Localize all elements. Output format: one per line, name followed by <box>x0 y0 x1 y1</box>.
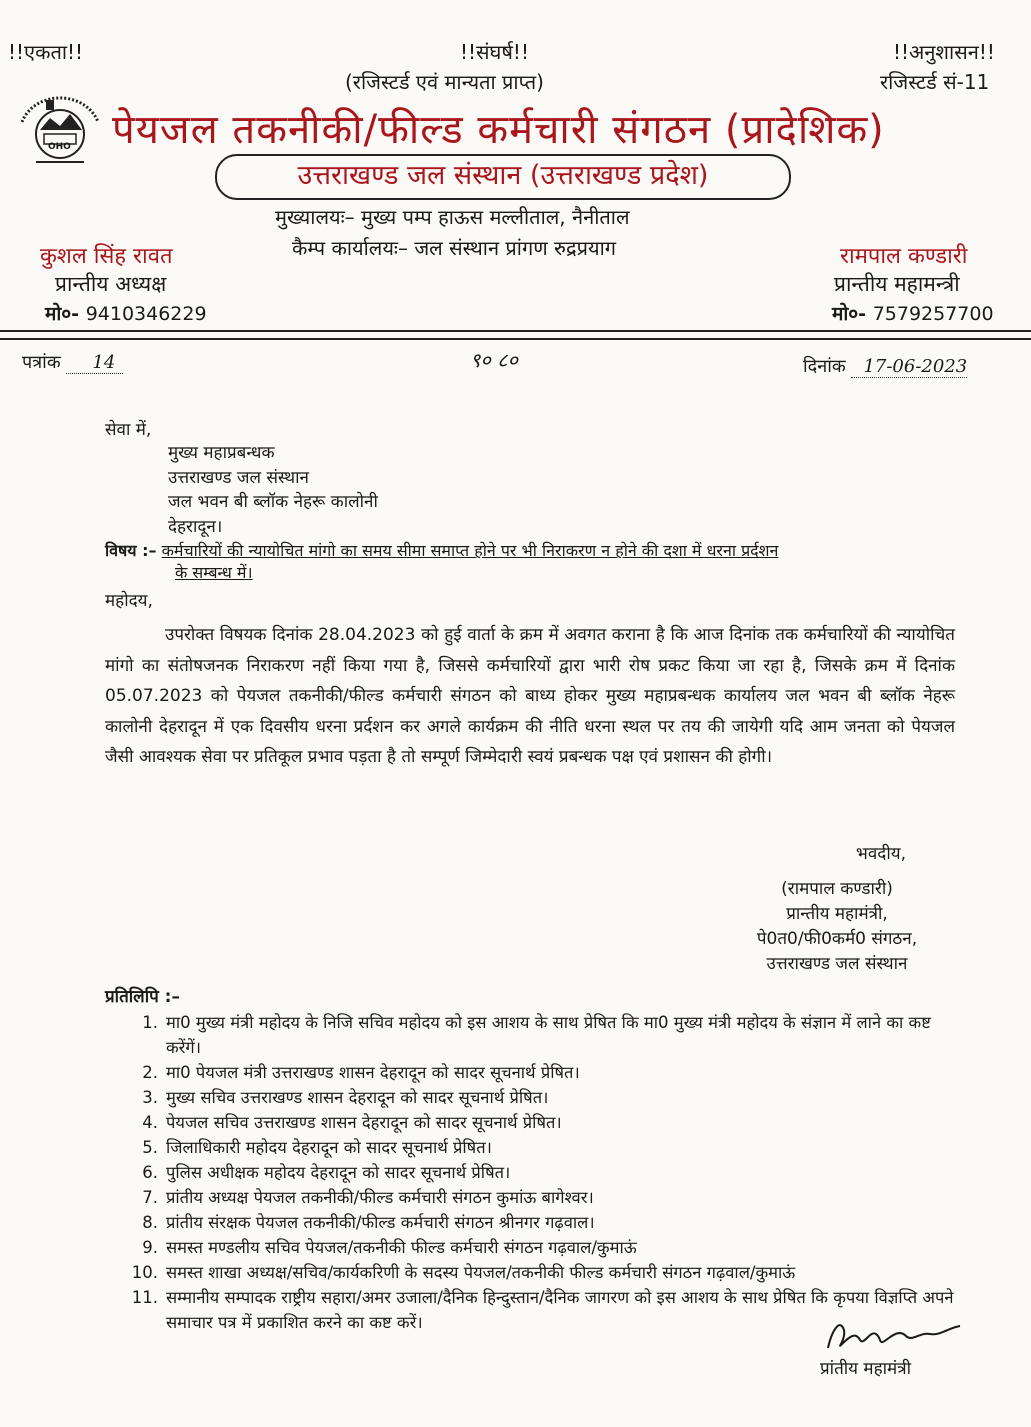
head-office-address: मुख्यालयः– मुख्य पम्प हाऊस मल्लीताल, नैनीताल <box>275 205 630 229</box>
recipient-line: मुख्य महाप्रबन्धक <box>168 443 275 463</box>
logo-emblem-icon <box>10 82 110 172</box>
letter-date <box>803 354 967 378</box>
president-mobile <box>45 300 207 326</box>
subject-line-1: कर्मचारियों की न्यायोचित मांगो का समय सीमा समाप्त होने पर भी निराकरण न होने की दशा में धरना प्रर्दशन <box>161 541 779 560</box>
registration-number: रजिस्टर्ड सं-11 <box>880 70 990 94</box>
header-divider-top <box>0 330 1031 332</box>
date-label: दिनांक <box>803 356 846 377</box>
organization-name: पेयजल तकनीकी/फील्ड कर्मचारी संगठन (प्रादेशिक) <box>112 107 885 153</box>
camp-office-address: कैम्प कार्यालयः– जल संस्थान प्रांगण रुद्रप्रयाग <box>292 236 617 260</box>
salutation-to: सेवा में, <box>105 420 152 440</box>
list-item: 7. प्रांतीय अध्यक्ष पेयजल तकनीकी/फील्ड कर्मचारी संगठन कुमांऊ बागेश्वर। <box>142 1188 594 1207</box>
list-item: 10. समस्त शाखा अध्यक्ष/सचिव/कार्यकरिणी के सदस्य पेयजल/तकनीकी फील्ड कर्मचारी संगठन गढ़वाल/कुमाऊं <box>131 1263 796 1282</box>
handwritten-note: ९० ८० <box>470 348 518 372</box>
organization-subtitle: उत्तराखण्ड जल संस्थान (उत्तराखण्ड प्रदेश) <box>215 154 791 200</box>
list-item: 4. पेयजल सचिव उत्तराखण्ड शासन देहरादून को सादर सूचनार्थ प्रेषित। <box>142 1113 562 1132</box>
header-divider-bottom <box>0 338 1031 340</box>
president-mobile-label: मो०- <box>45 303 80 325</box>
president-name: कुशल सिंह रावत <box>40 244 173 269</box>
president-mobile-number: 9410346229 <box>85 303 207 325</box>
list-item: 9. समस्त मण्डलीय सचिव पेयजल/तकनीकी फील्ड कर्मचारी संगठन गढ़वाल/कुमाऊं <box>142 1238 637 1257</box>
recipient-line: जल भवन बी ब्लॉक नेहरू कालोनी <box>168 492 378 512</box>
organization-logo <box>10 82 110 172</box>
slogan-discipline: !!अनुशासन!! <box>893 40 995 64</box>
signature-block <box>742 842 932 977</box>
subject-line-2: के सम्बन्ध में। <box>175 563 253 582</box>
subject-block <box>105 540 955 584</box>
list-item: 8. प्रांतीय संरक्षक पेयजल तकनीकी/फील्ड कर्मचारी संगठन श्रीनगर गढ़वाल। <box>142 1213 595 1232</box>
list-item: 2. मा0 पेयजल मंत्री उत्तराखण्ड शासन देहरादून को सादर सूचनार्थ प्रेषित। <box>142 1063 580 1082</box>
recipient-line: उत्तराखण्ड जल संस्थान <box>168 467 309 488</box>
reference-label: पत्रांक <box>22 352 61 373</box>
closing: भवदीय, <box>855 844 906 864</box>
subject-label: विषय :– <box>105 541 157 560</box>
logo-caption: OHO <box>48 142 71 152</box>
signature-scribble-icon <box>820 1310 970 1360</box>
copy-to-list <box>118 1010 968 1335</box>
date-value: 17-06-2023 <box>851 356 967 378</box>
general-secretary-name: रामपाल कण्डारी <box>840 244 968 269</box>
general-secretary-mobile <box>832 300 994 326</box>
general-secretary-role: प्रान्तीय महामन्त्री <box>834 272 960 296</box>
list-item: 11. सम्मानीय सम्पादक राष्ट्रीय सहारा/अमर उजाला/दैनिक हिन्दुस्तान/दैनिक जागरण को इस आशय के साथ प्रेषित कि कृपया विज्ञप्ति अपने समाचार पत्र में प्रकाशित करने का कष्ट करें। <box>131 1288 954 1332</box>
president-role: प्रान्तीय अध्यक्ष <box>55 272 167 296</box>
slogan-unity: !!एकता!! <box>8 40 84 64</box>
list-item: 5. जिलाधिकारी महोदय देहरादून को सादर सूचनार्थ प्रेषित। <box>142 1138 492 1157</box>
slogan-struggle: !!संघर्ष!! <box>460 40 529 64</box>
registration-status: (रजिस्टर्ड एवं मान्यता प्राप्त) <box>345 70 544 94</box>
signatory-org: पे0त0/फी0कर्म0 संगठन, <box>756 929 918 949</box>
reference-value: 14 <box>66 352 123 374</box>
body-paragraph: उपरोक्त विषयक दिनांक 28.04.2023 को हुई वार्ता के क्रम में अवगत कराना है कि आज दिनांक तक कर्मचारियों की न्यायोचित मांगो का संतोषजनक निराकरण नहीं किया गया है, जिससे कर्मचारियों द्वारा भारी रोष प्रकट किया जा रहा है, जिसके क्रम में दिनांक 05.07.2023 को पेयजल तकनीकी/फील्ड कर्मचारी संगठन को बाध्य होकर मुख्य महाप्रबन्धक कार्यालय जल भवन बी ब्लॉक नेहरू कालोनी देहरादून में एक दिवसीय धरना प्रर्दशन कर अगले कार्यक्रम की नीति धरना स्थल पर तय की जायेगी यदि आम जनता को पेयजल जैसी आवश्यक सेवा पर प्रतिकूल प्रभाव पड़ता है तो सम्पूर्ण जिम्मेदारी स्वयं प्रबन्धक पक्ष एवं प्रशासन की होगी। <box>105 625 955 767</box>
recipient-address <box>168 441 378 539</box>
recipient-line: देहरादून। <box>168 516 223 537</box>
signatory-name: (रामपाल कण्डारी) <box>781 879 893 899</box>
copy-to-label: प्रतिलिपि :– <box>105 987 180 1007</box>
signatory-dept: उत्तराखण्ड जल संस्थान <box>766 954 908 974</box>
signatory-designation: प्रान्तीय महामंत्री, <box>786 904 888 924</box>
list-item: 1. मा0 मुख्य मंत्री महोदय के निजि सचिव महोदय को इस आशय के साथ प्रेषित कि मा0 मुख्य मंत्री महोदय के संज्ञान में लाने का कष्ट करेंगें। <box>142 1013 931 1057</box>
handwritten-signature <box>820 1310 970 1360</box>
general-secretary-mobile-label: मो०- <box>832 303 867 325</box>
general-secretary-mobile-number: 7579257700 <box>872 303 994 325</box>
list-item: 6. पुलिस अधीक्षक महोदय देहरादून को सादर सूचनार्थ प्रेषित। <box>142 1163 511 1182</box>
salutation: महोदय, <box>105 591 153 611</box>
list-item: 3. मुख्य सचिव उत्तराखण्ड शासन देहरादून को सादर सूचनार्थ प्रेषित। <box>142 1088 549 1107</box>
reference-number <box>22 350 123 374</box>
footer-designation: प्रांतीय महामंत्री <box>820 1359 911 1379</box>
